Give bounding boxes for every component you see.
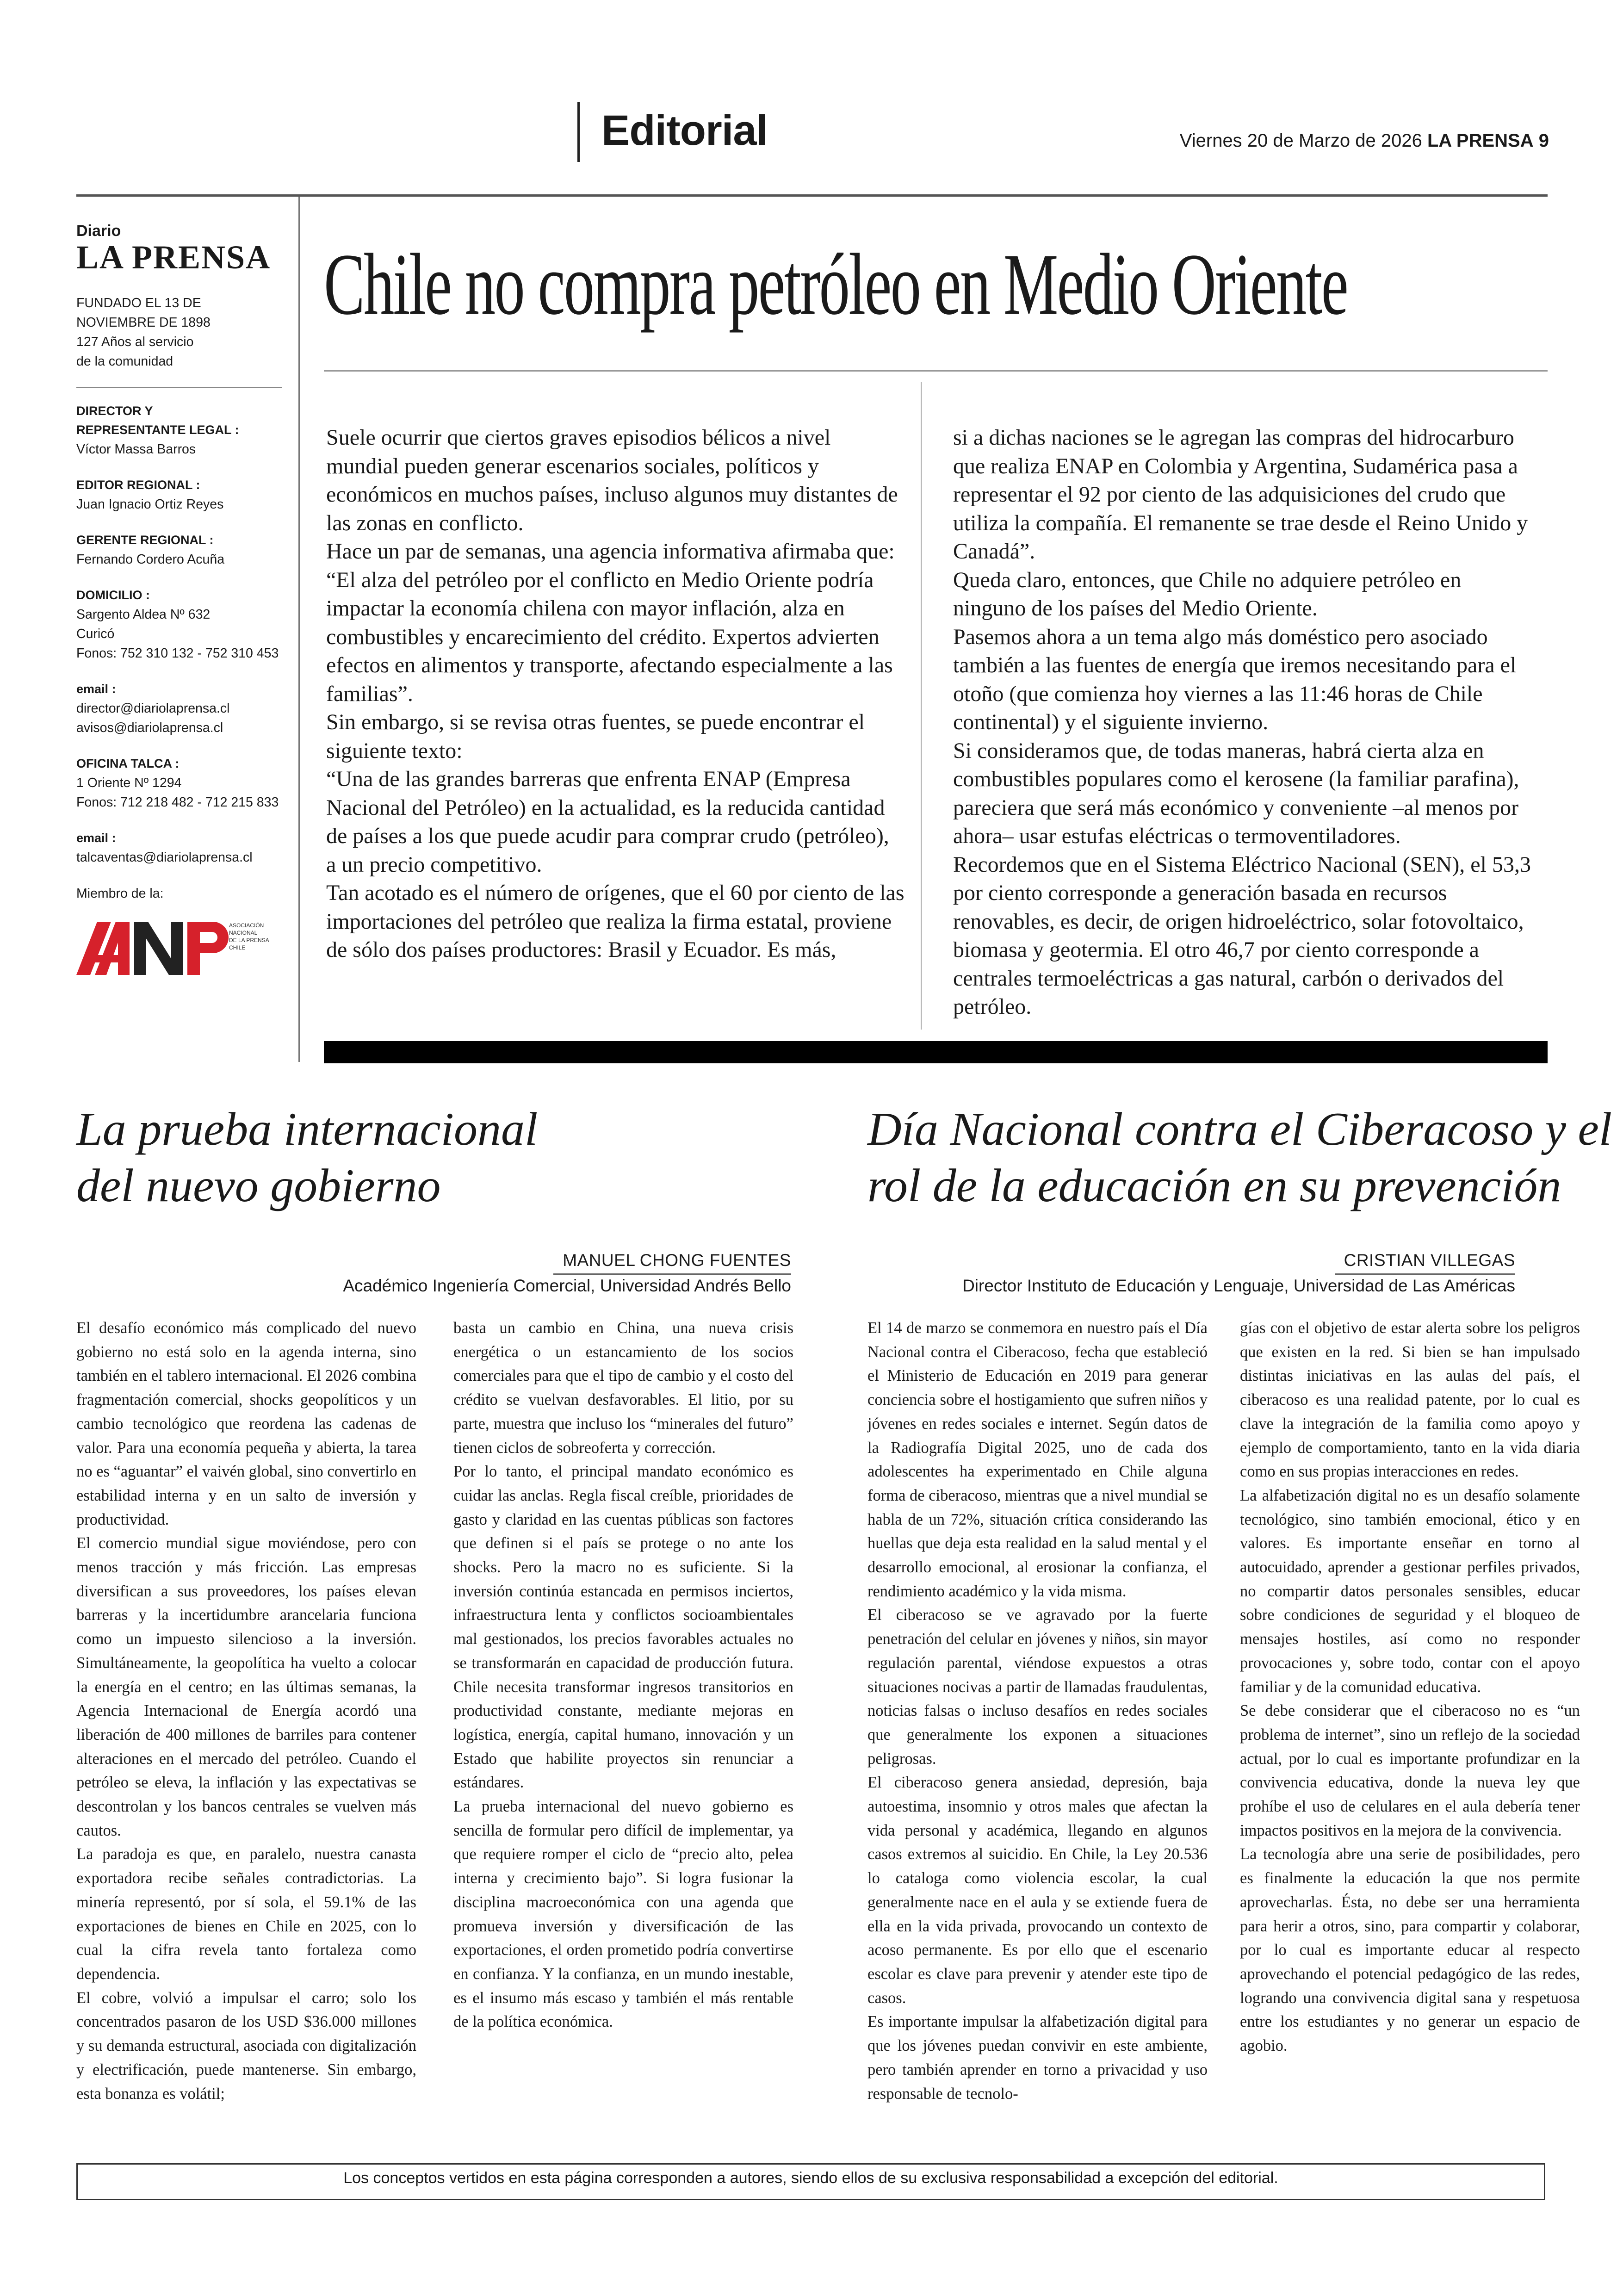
email2-block [76,829,282,867]
editorial-column-divider [921,382,922,1030]
paragraph: La alfabetización digital no es un desafío solamente tecnológico, sino también emocional, ético y en valores. Es importante enseñar en torno al autocuidado, aprender a gestionar perfiles privados, no compartir datos personales sensibles, educar sobre condiciones de seguridad y el bloqueo de mensajes hostiles, así como no responder provocaciones y, sobre todo, contar con el apoyo familiar y de la comunidad educativa. [1240,1486,1580,1696]
founded-info: FUNDADO EL 13 DE NOVIEMBRE DE 1898 127 Años al servicio de la comunidad [76,296,211,369]
editor-block [76,476,282,514]
director-label: DIRECTOR Y REPRESENTANTE LEGAL : [76,404,239,437]
editor-label: EDITOR REGIONAL : [76,478,200,492]
opinion1-author: MANUEL CHONG FUENTES [553,1249,791,1275]
opinion2-author: CRISTIAN VILLEGAS [1335,1249,1515,1275]
masthead-divider [298,197,300,1062]
paragraph: Sin embargo, si se revisa otras fuentes, se puede encontrar el siguiente texto: [326,710,865,763]
talca-text: 1 Oriente Nº 1294 Fonos: 712 218 482 - 712 215 833 [76,776,279,810]
opinion1-column-1 [76,1316,416,2106]
paragraph: Tan acotado es el número de orígenes, que el 60 por ciento de las importaciones del petróleo que realiza la firma estatal, proviene de sólo dos países productores: Brasil y Ecuador. Es más, [326,881,904,962]
paragraph: La prueba internacional del nuevo gobierno es sencilla de formular pero difícil de implementar, ya que requiere romper el ciclo de “precio alto, pelea interna y crecimiento bajo”. Si logra fusionar la disciplina macroeconómica con una agenda que promueva inversión y diversificación de las exportaciones, el orden prometido podría convertirse en confianza. Y la confianza, en un mundo inestable, es el insumo más escaso y también el más rentable de la política económica. [453,1798,793,2031]
disclaimer-text: Los conceptos vertidos en esta página corresponden a autores, siendo ellos de su exclusiva responsabilidad a excepción del editorial. [343,2169,1278,2187]
paragraph: basta un cambio en China, una nueva crisis energética o un estancamiento de los socios comerciales para que el tipo de cambio y el costo del crédito se vuelvan desfavorables. El litio, por su parte, muestra que incluso los “minerales del futuro” tienen ciclos de sobreoferta y corrección. [453,1319,793,1457]
paragraph: La tecnología abre una serie de posibilidades, pero es finalmente la educación la que nos permite aprovecharlas. Ésta, no debe ser una herramienta para herir a otros, sino, para compartir y colaborar, por lo cual es importante educar al respecto aprovechando el potencial pedagógico de las redes, logrando una convivencia digital sana y respetuosa entre los estudiantes y no generar un espacio de agobio. [1240,1845,1580,2055]
paragraph: El cobre, volvió a impulsar el carro; solo los concentrados pasaron de los USD $36.000 millones y su demanda estructural, asociada con digitalización y electrificación, puede mantenerse. Sin embargo, esta bonanza es volátil; [76,1989,416,2103]
paragraph: Es importante impulsar la alfabetización digital para que los jóvenes puedan convivir en este ambiente, pero también aprender en torno a privacidad y uso responsable de tecnolo- [867,2013,1208,2103]
opinion1-title: La prueba internacional del nuevo gobierno [76,1103,538,1212]
editorial-title: Chile no compra petróleo en Medio Oriente [324,236,1347,333]
svg-text:CHILE: CHILE [229,944,246,951]
paragraph: Se debe considerar que el ciberacoso no es “un problema de internet”, sino un reflejo de la sociedad actual, por lo cual es importante profundizar en la convivencia educativa, donde la nueva ley que prohíbe el uso de celulares en el aula debería tener impactos positivos en la mejora de la convivencia. [1240,1702,1580,1839]
opinion2-role: Director Instituto de Educación y Lenguaje, Universidad de Las Américas [962,1276,1515,1295]
director-name: Víctor Massa Barros [76,442,196,457]
paragraph: El ciberacoso se ve agravado por la fuerte penetración del celular en jóvenes y niños, sin mayor regulación parental, viéndose expuestos a otras situaciones nocivas a partir de llamadas fraudulentas, noticias falsas o incluso desafíos en redes sociales que generalmente los exponen a situaciones peligrosas. [867,1606,1208,1768]
opinion1-byline [76,1249,791,1297]
header-divider [577,102,580,162]
address-text: Sargento Aldea Nº 632 Curicó Fonos: 752 310 132 - 752 310 453 [76,607,279,661]
paragraph: Si consideramos que, de todas maneras, habrá cierta alza en combustibles populares como el kerosene (la familiar parafina), pareciera que será más económico y conveniente –al menos por ahora– usar estufas eléctricas o termoventiladores. [953,738,1519,848]
opinion2-column-2 [1240,1316,1580,2058]
svg-text:DE LA PRENSA: DE LA PRENSA [229,937,269,943]
paragraph: Queda claro, entonces, que Chile no adquiere petróleo en ninguno de los países del Medio Oriente. [953,567,1462,621]
paragraph: “El alza del petróleo por el conflicto en Medio Oriente podría impactar la economía chilena con mayor inflación, alza en combustibles y encarecimiento del crédito. Expertos advierten efectos en alimentos y transporte, afectando especialmente a las familias”. [326,567,893,706]
paragraph: si a dichas naciones se le agregan las compras del hidrocarburo que realiza ENAP en Colombia y Argentina, Sudamérica pasa a representar el 92 por ciento de las adquisiciones del crudo que utiliza la compañía. El remanente se trae desde el Reino Unido y Canadá”. [953,425,1528,564]
talca-block [76,754,282,812]
masthead-rule [76,387,282,388]
anp-logo-caption [229,922,269,951]
opinion1-role: Académico Ingeniería Comercial, Universidad Andrés Bello [343,1276,791,1295]
paragraph: El comercio mundial sigue moviéndose, pero con menos tracción y más fricción. Las empresas diversifican a sus proveedores, los países elevan barreras y la incertidumbre arancelaria funciona como un impuesto silencioso a la inversión. Simultáneamente, la geopolítica ha vuelto a colocar la energía en el centro; en las últimas semanas, la Agencia Internacional de Energía acordó una liberación de 400 millones de barriles para contener alteraciones en el mercado del petróleo. Cuando el petróleo se eleva, la inflación y las expectativas se descontrolan y los bancos centrales se vuelven más cautos. [76,1534,416,1839]
manager-name: Fernando Cordero Acuña [76,552,225,567]
email2-text: talcaventas@diariolaprensa.cl [76,850,253,865]
talca-label: OFICINA TALCA : [76,757,180,770]
paragraph: La paradoja es que, en paralelo, nuestra canasta exportadora recibe señales contradictorias. La minería representó, por sí sola, el 59.1% de las exportaciones de bienes en Chile en 2025, con lo cual la cifra revela tanto fortaleza como dependencia. [76,1845,416,1983]
masthead [76,222,282,980]
paragraph: Pasemos ahora a un tema algo más doméstico pero asociado también a las fuentes de energía que iremos necesitando para el otoño (que comienza hoy viernes a las 11:46 horas de Chile continental) y el siguiente invierno. [953,624,1517,734]
header-paper-name: LA PRENSA [1427,130,1534,151]
manager-label: GERENTE REGIONAL : [76,533,214,547]
paragraph: Suele ocurrir que ciertos graves episodios bélicos a nivel mundial pueden generar escenarios sociales, políticos y económicos en muchos países, incluso algunos muy distantes de las zonas en conflicto. [326,425,898,535]
paragraph: gías con el objetivo de estar alerta sobre los peligros que existen en la red. Si bien se han impulsado distintas iniciativas en las aulas del país, el ciberacoso es una realidad patente, por lo cual es clave la integración de la familia como apoyo y ejemplo de comportamiento, tanto en la vida diaria como en sus propias interacciones en redes. [1240,1319,1580,1481]
section-separator-bar [324,1041,1548,1063]
issue-date: Viernes 20 de Marzo de 2026 [1179,130,1422,151]
opinion1-column-2 [453,1316,793,2034]
top-rule [76,194,1548,197]
editor-name: Juan Ignacio Ortiz Reyes [76,497,224,512]
paragraph: Por lo tanto, el principal mandato económico es cuidar las anclas. Regla fiscal creíble, prioridades de gasto y claridad en las cuentas públicas son factores que definen si el país se protege o no ante los shocks. Pero la macro no es suficiente. Si la inversión continúa estancada en permisos inciertos, infraestructura lenta y conflictos socioambientales mal gestionados, los precios favorables actuales no se transformarán en capacidad de producción futura. Chile necesita transformar ingresos transitorios en productividad constante, mediante mejoras en logística, energía, capital humano, innovación y un Estado que habilite proyectos sin renunciar a estándares. [453,1463,793,1792]
masthead-pre-title: Diario [76,222,121,240]
paragraph: El 14 de marzo se conmemora en nuestro país el Día Nacional contra el Ciberacoso, fecha que estableció el Ministerio de Educación en 2019 para generar conciencia sobre el hostigamiento que sufren niños y jóvenes en redes sociales e internet. Según datos de la Radiografía Digital 2025, uno de cada dos adolescentes ha experimentado en Chile alguna forma de ciberacoso, mientras que a nivel mundial se habla de un 72%, situación crítica considerando las huellas que deja esta realidad en la salud mental y el desarrollo emocional, al erosionar la confianza, el rendimiento académico y la vida misma. [867,1319,1208,1600]
paragraph: El desafío económico más complicado del nuevo gobierno no está solo en la agenda interna, sino también en el tablero internacional. El 2026 combina fragmentación comercial, shocks geopolíticos y un cambio tecnológico que reordena las cadenas de valor. Para una economía pequeña y abierta, la tarea no es “aguantar” el vaivén global, sino convertirlo en estabilidad interna y en un salto de inversión y productividad. [76,1319,416,1528]
editorial-rule [324,370,1548,372]
email-list: director@diariolaprensa.cl avisos@diariolaprensa.cl [76,701,230,735]
svg-text:ASOCIACIÓN: ASOCIACIÓN [229,922,264,929]
editorial-column-2 [953,423,1531,1021]
email-label: email : [76,682,116,696]
manager-block [76,531,282,569]
email2-label: email : [76,831,116,845]
paragraph: Recordemos que en el Sistema Eléctrico Nacional (SEN), el 53,3 por ciento corresponde a generación basada en recursos renovables, es decir, de origen hidroeléctrico, solar fotovoltaico, biomasa y geotermia. El otro 46,7 por ciento corresponde a centrales termoeléctricas a gas natural, carbón o derivados del petróleo. [953,852,1531,1019]
page-number: 9 [1538,130,1549,151]
paragraph: “Una de las grandes barreras que enfrenta ENAP (Empresa Nacional del Petróleo) en la actualidad, es la reducida cantidad de países a los que puede acudir para comprar crudo (petróleo), a un precio competitivo. [326,767,889,877]
masthead-title: LA PRENSA [76,239,271,276]
email-block [76,680,282,738]
svg-text:NACIONAL: NACIONAL [229,930,258,936]
paragraph: El ciberacoso genera ansiedad, depresión, baja autoestima, insomnio y otros males que afectan la vida personal y académica, llegando en algunos casos extremos al suicidio. En Chile, la Ley 20.536 lo cataloga como violencia escolar, la cual generalmente nace en el aula y se extiende fuera de ella en la vida privada, provocando un contexto de acoso permanente. Es por ello que el escenario escolar es clave para prevenir y atender este tipo de casos. [867,1774,1208,2007]
editorial-column-1 [326,423,904,964]
anp-logo [76,917,271,977]
address-block [76,586,282,663]
opinion2-column-1 [867,1316,1208,2106]
director-block [76,402,282,459]
paragraph: Hace un par de semanas, una agencia informativa afirmaba que: [326,539,895,564]
opinion2-byline [867,1249,1515,1297]
member-of-label: Miembro de la: [76,886,164,901]
address-label: DOMICILIO : [76,588,150,602]
header-date-line [1180,130,1549,151]
section-title: Editorial [601,107,768,154]
opinion2-title: Día Nacional contra el Ciberacoso y el rol de la educación en su prevención [867,1103,1612,1212]
